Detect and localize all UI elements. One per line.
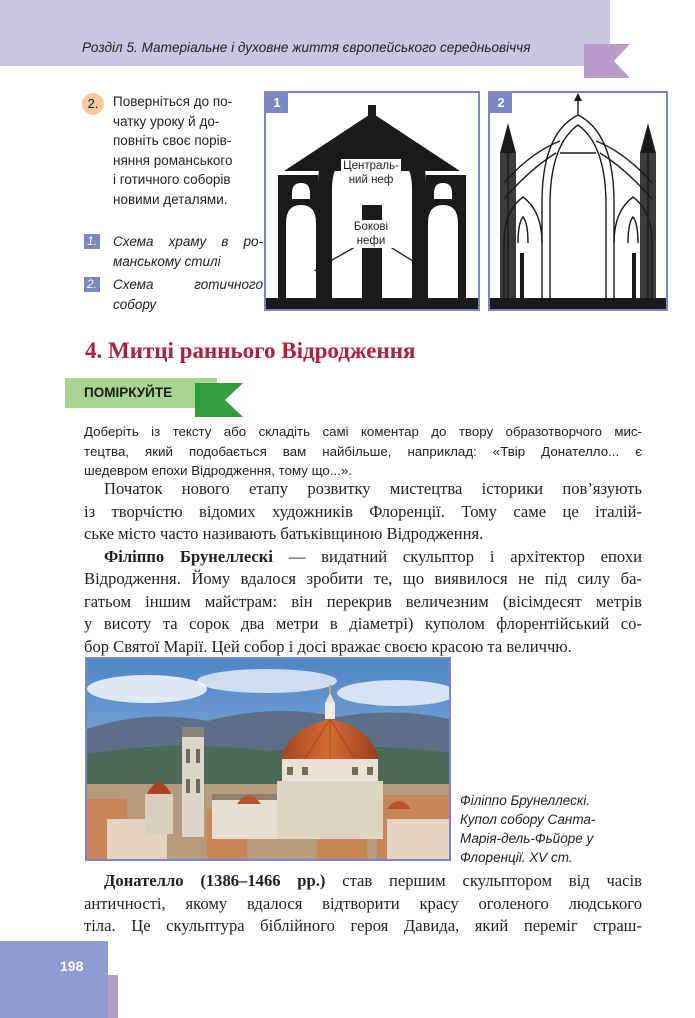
text-line: Початок нового етапу розвитку мистецтва історики пов’язують [104,479,642,498]
cathedral-illustration [87,659,449,859]
caption-word: готичного [194,277,263,292]
task-text [113,92,263,209]
think-line: Доберіть із тексту або складіть самі коментар до твору образотворчого мис- [84,424,642,439]
think-line: шедевром епохи Відродження, тому що...». [84,463,352,478]
text-line: Відродження. Йому вдалося зробити те, що виявилося не під силу ба- [84,569,642,588]
text-span: став першим скульптором від часів [325,871,642,890]
section-heading: 4. Митці раннього Відродження [85,338,416,363]
caption-line: собору [113,296,157,312]
caption-line: Флоренції. XV ст. [460,850,573,865]
page-number: 198 [60,958,84,974]
body-text-2 [84,870,642,938]
task-line: чатку уроку й до- [113,113,220,129]
caption-line: Схема храму в ро- [113,234,263,249]
photo-caption [460,791,635,867]
text-line: античності, якому вдалося відтворити красу оголеного людського [84,893,642,913]
text-line: ське місто часто називають батьківщиною Відродження. [84,524,484,543]
person-name: Філіппо Брунеллескі [104,546,273,566]
caption-line: Марія-дель-Фьйоре у [460,831,594,846]
footer-accent [108,975,118,1018]
figure-number: 1 [266,93,288,113]
task-number-badge: 2. [82,93,104,115]
label-line: Бокові [353,221,389,233]
label-central-nave [341,159,401,187]
text-span: — видатний скульптор і архітектор епохи [272,546,642,566]
label-line: ний неф [348,174,394,186]
body-text-1 [84,478,642,658]
label-side-naves [349,220,393,248]
figure-romanesque [264,91,480,311]
think-task-text [84,422,642,481]
person-name: Донателло [104,871,184,890]
romanesque-section-drawing [266,93,478,309]
figure-number: 2 [490,93,512,113]
caption-word: Схема [113,277,154,292]
caption-gothic [113,275,263,314]
think-line: тецтва, який подобається вам найбільше, наприклад: «Твір Донателло... є [84,443,642,459]
label-line: Централь- [343,160,399,172]
caption-line: манському стилі [113,253,221,269]
label-line: нефи [356,235,386,247]
gothic-section-drawing [490,93,666,309]
caption-number: 2. [84,277,100,292]
figure-gothic [488,91,668,311]
caption-line: Купол собору Санта- [460,812,596,827]
text-line: у висоту та сорок два метри в діаметрі) куполом флорентійський со- [84,614,642,633]
text-line [84,546,642,569]
caption-romanesque [113,232,263,271]
task-line: Поверніться до по- [113,94,233,109]
task-line: повніть своє порів- [113,133,232,148]
text-line: гатьом іншим майстрам: він перекрив величезним (вісімдесят метрів [84,591,642,611]
flag-icon [195,383,243,417]
text-line: із творчістю відомих художників Флоренції. Тому саме це італій- [84,501,642,521]
caption-number: 1. [84,234,100,249]
task-line: новими деталями. [113,191,228,207]
text-line: бор Святої Марії. Цей собор і досі вражає своєю красою та величчю. [84,636,572,656]
chapter-title: Розділ 5. Матеріальне і духовне життя європейського середньовіччя [82,40,531,55]
task-line: няння романського [113,152,233,168]
caption-line: Філіппо Брунеллескі. [460,793,591,808]
think-label: ПОМІРКУЙТЕ [84,385,173,400]
person-dates: (1386–1466 рр.) [183,871,326,890]
text-line: тіла. Це скульптура біблійного героя Давида, який переміг страш- [84,916,642,935]
chapter-header [0,0,610,66]
header-tab-icon [584,44,630,78]
text-line [84,870,642,893]
task-line: і готичного соборів [113,172,231,187]
florence-cathedral-photo [85,657,451,861]
footer-bar [0,941,108,1018]
